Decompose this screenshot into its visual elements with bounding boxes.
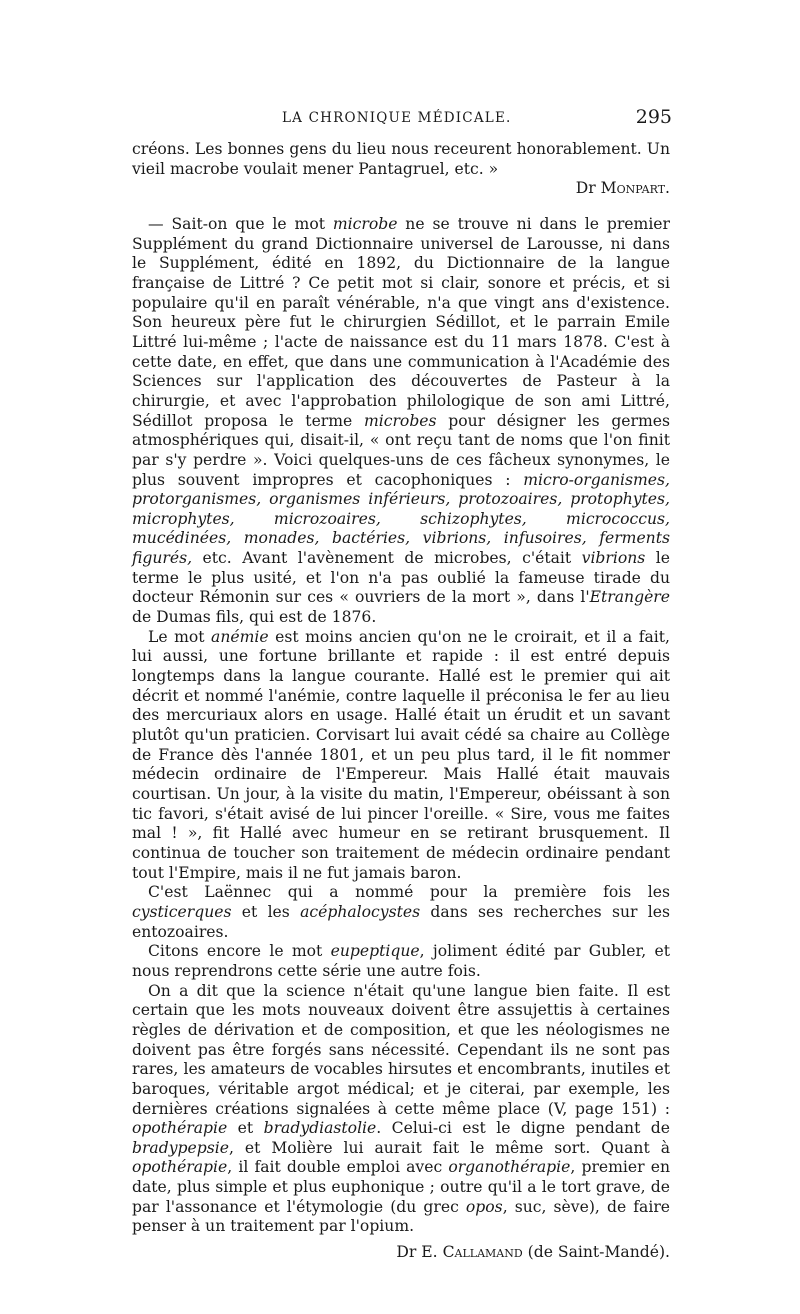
italic-term: acéphalocystes — [300, 902, 421, 921]
italic-term: cysticerques — [132, 902, 232, 921]
paragraph — [132, 982, 670, 1238]
text-run: C'est Laënnec qui a nommé pour la première fois les — [148, 883, 670, 902]
text-run: le terme le plus usité, et l'on n'a pas oublié la fameuse tirade du docteur Rémonin sur ces « ouvriers de la mort », dans l' — [132, 549, 670, 607]
italic-term: vibrions — [581, 549, 646, 568]
italic-term: micro-organismes, protorganismes, organismes inférieurs, protozoaires, protophytes, microphytes, microzoaires, schizophytes, micrococcus, mucédinées, monades, bactéries, vibrions, infusoires, ferments figurés, — [132, 470, 670, 568]
text-run: est moins ancien qu'on ne le croirait, et il a fait, lui aussi, une fortune brillante et rapide : il est entré depuis longtemps dans la langue courante. Hallé est le premier qui ait décrit et nommé l'anémie, contre laquelle il préconisa le fer au lieu des mercuriaux alors en usage. Hallé était un érudit et un savant plutôt qu'un praticien. Corvisart lui avait cédé sa chaire au Collège de France dès l'année 1801, et un peu plus tard, il le fit nommer médecin ordinaire de l'Empereur. Mais Hallé était mauvais courtisan. Un jour, à la visite du matin, l'Empereur, obéissant à son tic favori, s'était avisé de lui pincer l'oreille. « Sire, vous me faites mal ! », fit Hallé avec humeur en se retirant brusquement. Il continua de toucher son traitement de médecin ordinaire pendant tout l'Empire, mais il ne fut jamais baron. — [132, 627, 670, 882]
text-run: — Sait-on que le mot — [148, 214, 333, 233]
italic-term: microbes — [363, 411, 437, 430]
text-run: . Celui-ci est le digne pendant de — [376, 1119, 670, 1138]
paragraph: créons. Les bonnes gens du lieu nous receurent honorablement. Un vieil macrobe voulait mener Pantagruel, etc. » — [132, 140, 670, 178]
italic-term: opothérapie — [132, 1158, 228, 1177]
signature — [132, 1243, 670, 1263]
italic-term: organothérapie — [448, 1158, 571, 1177]
signature-affiliation: (de Saint-Mandé). — [522, 1243, 670, 1262]
text-run: , suc, sève), de faire penser à un traitement par l'opium. — [132, 1197, 670, 1236]
article-body — [132, 140, 670, 1263]
italic-term: opothérapie — [132, 1119, 228, 1138]
paragraph — [132, 215, 670, 628]
text-run: et les — [231, 902, 301, 921]
italic-term: microbe — [332, 214, 398, 233]
signature-title: Dr — [396, 1243, 417, 1262]
text-run: pour désigner les germes atmosphériques qui, disait-il, « ont reçu tant de noms que l'on finit par s'y perdre ». Voici quelques-uns de ces fâcheux synonymes, le plus souvent impropres et cacophoniques : — [132, 411, 670, 489]
italic-term: eupeptique — [330, 942, 420, 961]
text-run: , il fait double emploi avec — [227, 1158, 449, 1177]
signature-name: E. Callamand — [421, 1243, 523, 1262]
text-run: On a dit que la science n'était qu'une langue bien faite. Il est certain que les mots nouveaux doivent être assujettis à certaines règles de dérivation et de composition, et que les néologismes ne doivent pas être forgés sans nécessité. Cependant ils ne sont pas rares, les amateurs de vocables hirsutes et encombrants, inutiles et baroques, véritable argot médical; et je citerai, par exemple, les dernières créations signalées à cette même place (V, page 151) : — [132, 981, 670, 1118]
text-run: et — [227, 1119, 264, 1138]
paragraph — [132, 628, 670, 884]
italic-term: anémie — [211, 627, 269, 646]
italic-term: Etrangère — [589, 588, 670, 607]
text-run: , premier en date, plus simple et plus euphonique ; outre qu'il a le tort grave, de par l'assonance et l'étymologie (du grec — [132, 1158, 670, 1216]
page-number: 295 — [635, 106, 672, 128]
text-run: , joliment édité par Gubler, et nous reprendrons cette série une autre fois. — [132, 942, 670, 980]
text-run: dans ses recherches sur les entozoaires. — [132, 902, 670, 941]
signature — [132, 179, 670, 199]
page-header — [132, 106, 672, 134]
paragraph — [132, 883, 670, 942]
signature-name: Monpart. — [600, 179, 670, 198]
paragraph — [132, 942, 670, 981]
text-run: de Dumas fils, qui est de 1876. — [132, 608, 377, 627]
italic-term: bradydiastolie — [263, 1119, 377, 1138]
italic-term: bradypepsie — [132, 1138, 229, 1157]
running-head: LA CHRONIQUE MÉDICALE. — [282, 110, 512, 126]
text-run: , et Molière lui aurait fait le même sort. Quant à — [228, 1138, 670, 1157]
italic-term: opos — [465, 1197, 503, 1216]
text-run: Le mot — [148, 627, 212, 646]
text-run: ne se trouve ni dans le premier Supplément du grand Dictionnaire universel de Larousse, ni dans le Supplément, édité en 1892, du Dictionnaire de la langue française de Littré ? Ce petit mot si clair, sonore et précis, et si populaire qu'il en paraît vénérable, n'a que vingt ans d'existence. Son heureux père fut le chirurgien Sédillot, et le parrain Emile Littré lui-même ; l'acte de naissance est du 11 mars 1878. C'est à cette date, en effet, que dans une communication à l'Académie des Sciences sur l'application des découvertes de Pasteur à la chirurgie, et avec l'approbation philologique de son ami Littré, Sédillot proposa le terme — [132, 214, 670, 430]
text-run: Citons encore le mot — [148, 942, 331, 961]
text-run: etc. Avant l'avènement de microbes, c'était — [192, 549, 582, 568]
signature-title: Dr — [575, 179, 596, 198]
